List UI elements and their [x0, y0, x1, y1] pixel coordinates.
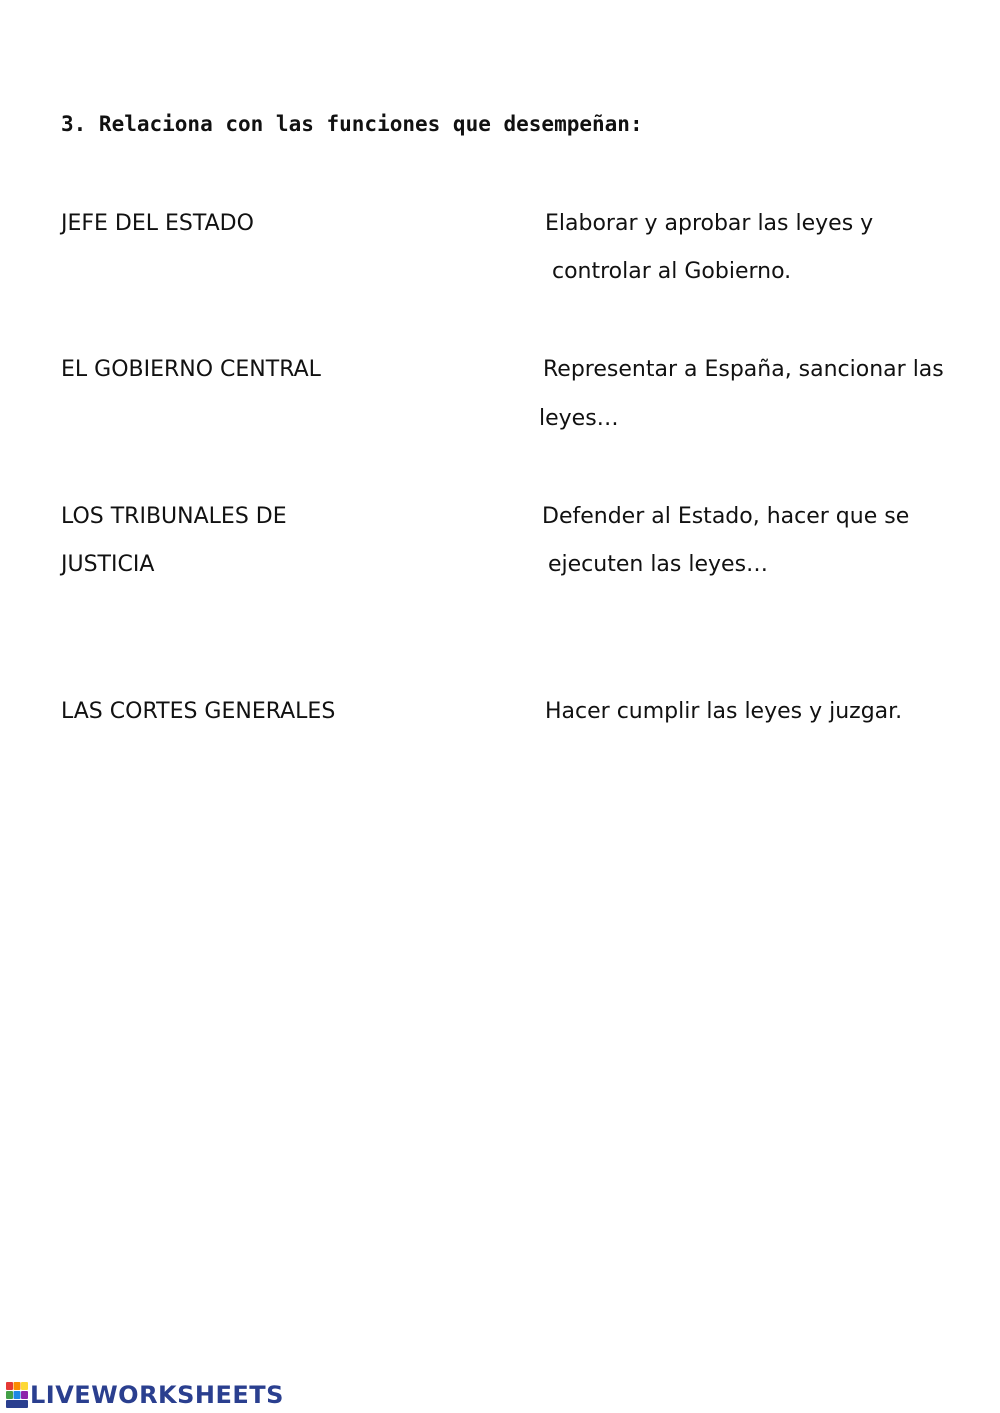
- logo-mark-tile-red: [6, 1382, 13, 1390]
- institution-cortes-generales: LAS CORTES GENERALES: [61, 699, 336, 724]
- function-3-line-1: Defender al Estado, hacer que se: [542, 504, 910, 529]
- liveworksheets-logo-icon: [6, 1382, 28, 1408]
- function-2-line-1: Representar a España, sancionar las: [543, 357, 944, 382]
- institution-tribunales-line-1: LOS TRIBUNALES DE: [61, 504, 287, 529]
- logo-mark-tile-orange: [14, 1382, 21, 1390]
- function-3-line-2: ejecuten las leyes…: [548, 552, 769, 577]
- exercise-heading: 3. Relaciona con las funciones que desempeñan:: [61, 112, 643, 136]
- liveworksheets-logo: [6, 1381, 284, 1409]
- institution-gobierno-central: EL GOBIERNO CENTRAL: [61, 357, 321, 382]
- function-2-line-2: leyes…: [539, 406, 619, 431]
- institution-jefe-del-estado: JEFE DEL ESTADO: [61, 211, 254, 236]
- institution-tribunales-line-2: JUSTICIA: [61, 552, 155, 577]
- logo-mark-tile-purple: [21, 1391, 28, 1399]
- function-4-line-1: Hacer cumplir las leyes y juzgar.: [545, 699, 903, 724]
- function-1-line-1: Elaborar y aprobar las leyes y: [545, 211, 874, 236]
- logo-mark-tile-blue: [14, 1391, 21, 1399]
- logo-mark-tile-yellow: [21, 1382, 28, 1390]
- function-1-line-2: controlar al Gobierno.: [552, 259, 792, 284]
- logo-mark-tile-green: [6, 1391, 13, 1399]
- liveworksheets-logo-text: LIVEWORKSHEETS: [30, 1381, 284, 1409]
- logo-mark-tile-bottom: [6, 1400, 28, 1408]
